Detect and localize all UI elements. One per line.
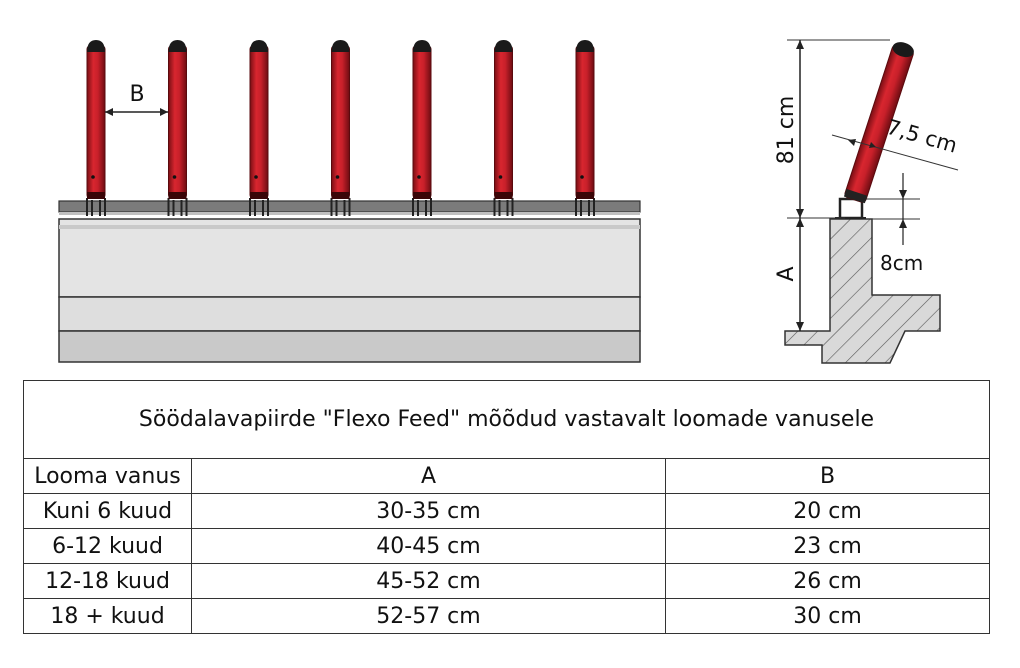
diameter-dimension [832, 115, 960, 170]
table-row [24, 529, 990, 564]
cell-age: 12-18 kuud [24, 564, 192, 599]
table-title: Söödalavapiirde "Flexo Feed" mõõdud vastavalt loomade vanusele [24, 381, 990, 459]
cell-b: 30 cm [666, 599, 990, 634]
curb-section [785, 219, 940, 363]
header-b: B [666, 459, 990, 494]
cell-age: 18 + kuud [24, 599, 192, 634]
cell-a: 30-35 cm [192, 494, 666, 529]
table-row [24, 599, 990, 634]
cell-a: 52-57 cm [192, 599, 666, 634]
cell-a: 45-52 cm [192, 564, 666, 599]
dimensions-table [23, 380, 990, 634]
curb-height-label: A [774, 266, 799, 282]
cell-a: 40-45 cm [192, 529, 666, 564]
cell-b: 20 cm [666, 494, 990, 529]
cell-b: 26 cm [666, 564, 990, 599]
spacing-label: B [129, 82, 145, 107]
base-height-dimension [866, 173, 923, 275]
curb-height-dimension [774, 218, 804, 331]
table-row [24, 494, 990, 529]
height-label: 81 cm [774, 95, 799, 165]
cell-age: Kuni 6 kuud [24, 494, 192, 529]
base-height-label: 8cm [880, 251, 924, 275]
cell-age: 6-12 kuud [24, 529, 192, 564]
diameter-label: 7,5 cm [883, 114, 960, 158]
header-a: A [192, 459, 666, 494]
table-header-row [24, 459, 990, 494]
table-row [24, 564, 990, 599]
header-age: Looma vanus [24, 459, 192, 494]
cell-b: 23 cm [666, 529, 990, 564]
